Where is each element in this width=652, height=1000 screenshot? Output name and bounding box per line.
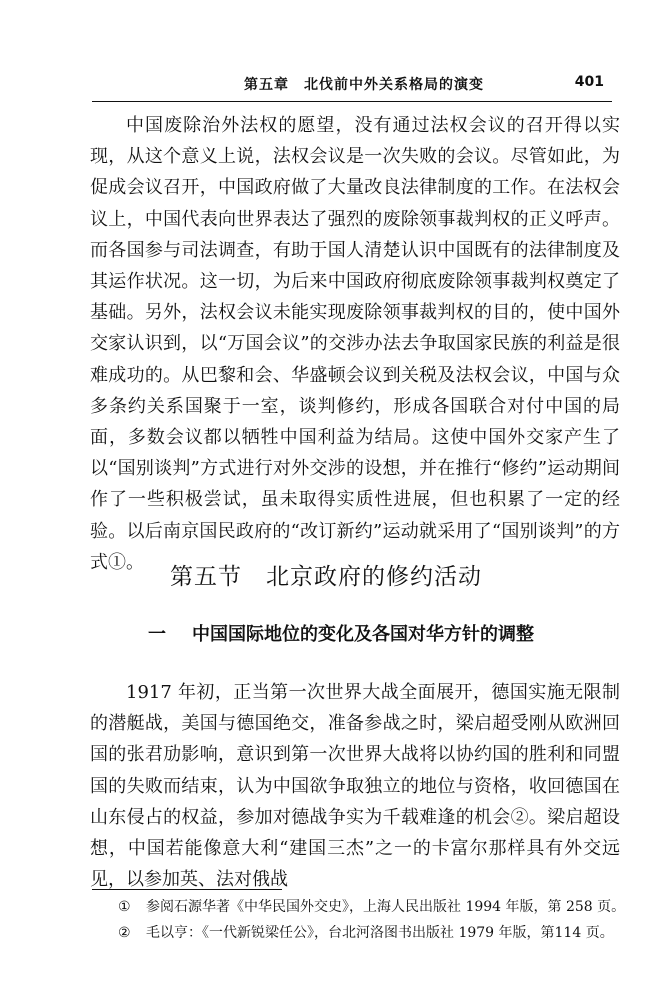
footnote-text: 毛以亨：《一代新锐梁任公》，台北河洛图书出版社 1979 年版，第114 页。 — [146, 925, 614, 941]
subsection-number: 一 — [148, 624, 166, 645]
footnote-2 — [118, 922, 618, 942]
section-heading: 第五节 北京政府的修约活动 — [170, 564, 482, 590]
footnote-marker: ① — [118, 899, 131, 915]
footnote-1 — [118, 896, 626, 916]
body-paragraph-2: 1917 年初，正当第一次世界大战全面展开，德国实施无限制的潜艇战，美国与德国绝交，准备参战之时，梁启超受刚从欧洲回国的张君劢影响，意识到第一次世界大战将以协约国的胜利和同盟国的失败而结束，认为中国欲争取独立的地位与资格，收回德国在山东侵占的权益，参加对德战争实为千载难逢的机会②。梁启超设想，中国若能像意大利“建国三杰”之一的卡富尔那样具有外交远见，以参加英、法对俄战 — [90, 682, 620, 891]
subsection-heading — [148, 620, 534, 646]
chapter-header-title: 第五章 北伐前中外关系格局的演变 — [244, 77, 484, 93]
header-rule — [92, 101, 612, 102]
running-header — [92, 72, 612, 98]
footnote-text: 参阅石源华著《中华民国外交史》，上海人民出版社 1994 年版，第 258 页。 — [146, 899, 626, 915]
footnote-marker: ② — [118, 925, 131, 941]
subsection-title-text: 中国国际地位的变化及各国对华方针的调整 — [192, 624, 534, 645]
body-paragraph-1: 中国废除治外法权的愿望，没有通过法权会议的召开得以实现，从这个意义上说，法权会议是一次失败的会议。尽管如此，为促成会议召开，中国政府做了大量改良法律制度的工作。在法权会议上，中国代表向世界表达了强烈的废除领事裁判权的正义呼声。而各国参与司法调查，有助于国人清楚认识中国既有的法律制度及其运作状况。这一切，为后来中国政府彻底废除领事裁判权奠定了基础。另外，法权会议未能实现废除领事裁判权的目的，使中国外交家认识到，以“万国会议”的交涉办法去争取国家民族的利益是很难成功的。从巴黎和会、华盛顿会议到关税及法权会议，中国与众多条约关系国聚于一室，谈判修约，形成各国联合对付中国的局面，多数会议都以牺牲中国利益为结局。这使中国外交家产生了以“国别谈判”方式进行对外交涉的设想，并在推行“修约”运动期间作了一些积极尝试，虽未取得实质性进展，但也积累了一定的经验。以后南京国民政府的“改订新约”运动就采用了“国别谈判”的方式①。 — [90, 115, 620, 573]
footnote-rule — [92, 889, 282, 890]
page-number: 401 — [574, 74, 604, 90]
